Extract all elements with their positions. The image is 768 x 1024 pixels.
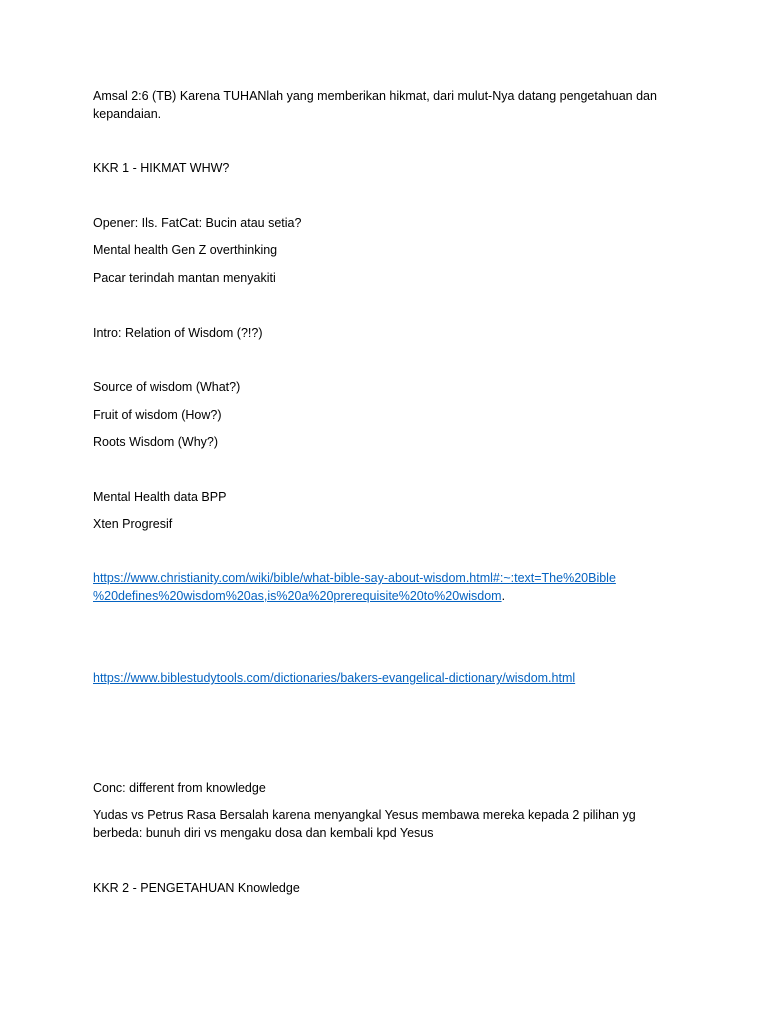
biblestudytools-link[interactable]: https://www.biblestudytools.com/dictionaries/bakers-evangelical-dictionary/wisdom.html <box>93 671 576 685</box>
mental-health-data-line: Mental Health data BPP <box>93 490 227 504</box>
opener-line: Opener: Ils. FatCat: Bucin atau setia? <box>93 216 302 230</box>
kkr1-heading: KKR 1 - HIKMAT WHW? <box>93 161 230 175</box>
christianity-link-line-1[interactable]: https://www.christianity.com/wiki/bible/what-bible-say-about-wisdom.html#:~:text=The%20Bible <box>93 571 616 585</box>
source-line: Source of wisdom (What?) <box>93 380 241 394</box>
conc-line: Conc: different from knowledge <box>93 781 266 795</box>
link2-paragraph <box>93 669 683 687</box>
link1-paragraph <box>93 569 683 605</box>
intro-line: Intro: Relation of Wisdom (?!?) <box>93 326 263 340</box>
roots-line: Roots Wisdom (Why?) <box>93 435 219 449</box>
pacar-line: Pacar terindah mantan menyakiti <box>93 271 276 285</box>
mental-health-gen-z-line: Mental health Gen Z overthinking <box>93 243 278 257</box>
fruit-line: Fruit of wisdom (How?) <box>93 408 222 422</box>
xten-line: Xten Progresif <box>93 517 173 531</box>
kkr2-heading: KKR 2 - PENGETAHUAN Knowledge <box>93 881 300 895</box>
yudas-paragraph <box>93 806 683 842</box>
verse-paragraph <box>93 87 683 123</box>
christianity-link-line-2[interactable]: %20defines%20wisdom%20as,is%20a%20prerequisite%20to%20wisdom <box>93 589 502 603</box>
yudas-line-1: Yudas vs Petrus Rasa Bersalah karena menyangkal Yesus membawa mereka kepada 2 pilihan yg <box>93 808 636 822</box>
verse-line-2: kepandaian. <box>93 107 162 121</box>
link1-period: . <box>501 589 506 603</box>
verse-line-1: Amsal 2:6 (TB) Karena TUHANlah yang memberikan hikmat, dari mulut-Nya datang pengetahuan dan <box>93 89 657 103</box>
yudas-line-2: berbeda: bunuh diri vs mengaku dosa dan kembali kpd Yesus <box>93 826 434 840</box>
